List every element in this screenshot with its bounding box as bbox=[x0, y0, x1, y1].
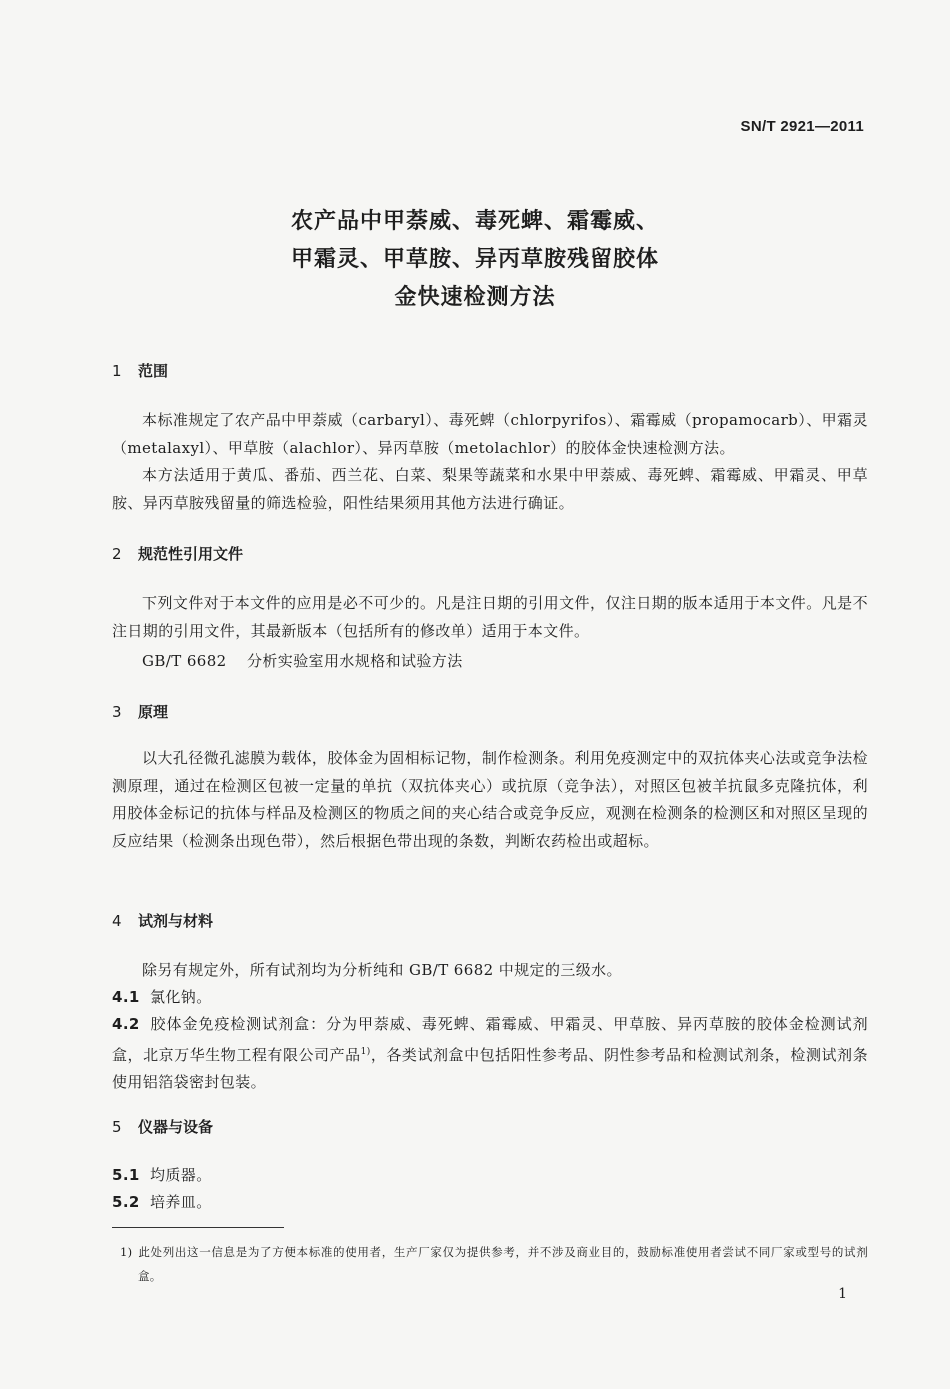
clause-number: 5.1 bbox=[112, 1166, 140, 1184]
reference-code: GB/T 6682 bbox=[142, 652, 227, 670]
footnote-ref: 1) bbox=[360, 1046, 371, 1057]
paragraph: 以大孔径微孔滤膜为载体，胶体金为固相标记物，制作检测条。利用免疫测定中的双抗体夹心法或竞争法检测原理，通过在检测区包被一定量的单抗（双抗体夹心）或抗原（竞争法），对照区包被羊抗鼠多克隆抗体，利用胶体金标记的抗体与样品及检测区的物质之间的夹心结合或竞争反应，观测在检测条的检测区和对照区呈现的反应结果（检测条出现色带），然后根据色带出现的条数，判断农药检出或超标。 bbox=[112, 749, 868, 850]
document-title-line-1: 农产品中甲萘威、毒死蜱、霜霉威、 bbox=[290, 209, 659, 234]
section-heading-scope bbox=[112, 360, 168, 381]
paragraph: 本标准规定了农产品中甲萘威（carbaryl）、毒死蜱（chlorpyrifos）、霜霉威（propamocarb）、甲霜灵（metalaxyl）、甲草胺（alachlor）、异丙草胺（metolachlor）的胶体金快速检测方法。 bbox=[112, 411, 868, 457]
clause-text: 氯化钠。 bbox=[150, 988, 212, 1006]
section-title: 原理 bbox=[138, 703, 169, 721]
clause-text: 胶体金免疫检测试剂盒：分为甲萘威、毒死蜱、霜霉威、甲霜灵、甲草胺、异丙草胺的胶体金检测试剂盒，北京万华生物工程有限公司产品 bbox=[112, 1015, 868, 1064]
clause-item bbox=[112, 1011, 868, 1097]
reference-title: 分析实验室用水规格和试验方法 bbox=[247, 652, 463, 670]
section-title: 仪器与设备 bbox=[138, 1118, 214, 1136]
section-title: 试剂与材料 bbox=[138, 912, 214, 930]
clause-number: 4.2 bbox=[112, 1015, 140, 1033]
clause-text: 均质器。 bbox=[150, 1166, 212, 1184]
page-number: 1 bbox=[838, 1286, 847, 1302]
clause-number: 4.1 bbox=[112, 988, 140, 1006]
clause-number: 5.2 bbox=[112, 1193, 140, 1211]
section-title: 规范性引用文件 bbox=[138, 545, 244, 563]
section-number: 2 bbox=[112, 545, 122, 563]
standard-code: SN/T 2921—2011 bbox=[740, 118, 864, 135]
section-heading-reagents bbox=[112, 910, 213, 931]
section-title: 范围 bbox=[138, 362, 169, 380]
section-number: 5 bbox=[112, 1118, 122, 1136]
paragraph: 本方法适用于黄瓜、番茄、西兰花、白菜、梨果等蔬菜和水果中甲萘威、毒死蜱、霜霉威、甲霜灵、甲草胺、异丙草胺残留量的筛选检验，阳性结果须用其他方法进行确证。 bbox=[112, 466, 868, 512]
section-number: 3 bbox=[112, 703, 122, 721]
reference-entry bbox=[142, 650, 463, 671]
footnote bbox=[120, 1240, 868, 1288]
paragraph: 除另有规定外，所有试剂均为分析纯和 GB/T 6682 中规定的三级水。 bbox=[142, 961, 622, 979]
footnote-number: 1) bbox=[120, 1245, 133, 1259]
section-number: 4 bbox=[112, 912, 122, 930]
section-heading-principle bbox=[112, 701, 168, 722]
clause-text: 培养皿。 bbox=[150, 1193, 212, 1211]
section-number: 1 bbox=[112, 362, 122, 380]
clause-item bbox=[112, 1162, 868, 1190]
section-heading-normative-references bbox=[112, 543, 243, 564]
document-title-line-2: 甲霜灵、甲草胺、异丙草胺残留胶体 bbox=[290, 247, 659, 272]
clause-item bbox=[112, 1189, 868, 1217]
clause-text-cont: ，各类试剂盒中包括阳性参考品、阴性参考品和检测试剂条，检测试剂条使用铝箔袋密封包装。 bbox=[112, 1045, 868, 1091]
footnote-divider bbox=[112, 1227, 284, 1228]
section-heading-apparatus bbox=[112, 1116, 213, 1137]
paragraph: 下列文件对于本文件的应用是必不可少的。凡是注日期的引用文件，仅注日期的版本适用于本文件。凡是不注日期的引用文件，其最新版本（包括所有的修改单）适用于本文件。 bbox=[112, 594, 868, 640]
clause-item bbox=[112, 984, 868, 1012]
footnote-text: 此处列出这一信息是为了方便本标准的使用者，生产厂家仅为提供参考，并不涉及商业目的，鼓励标准使用者尝试不同厂家或型号的试剂盒。 bbox=[138, 1245, 868, 1283]
document-title-line-3: 金快速检测方法 bbox=[394, 285, 556, 310]
